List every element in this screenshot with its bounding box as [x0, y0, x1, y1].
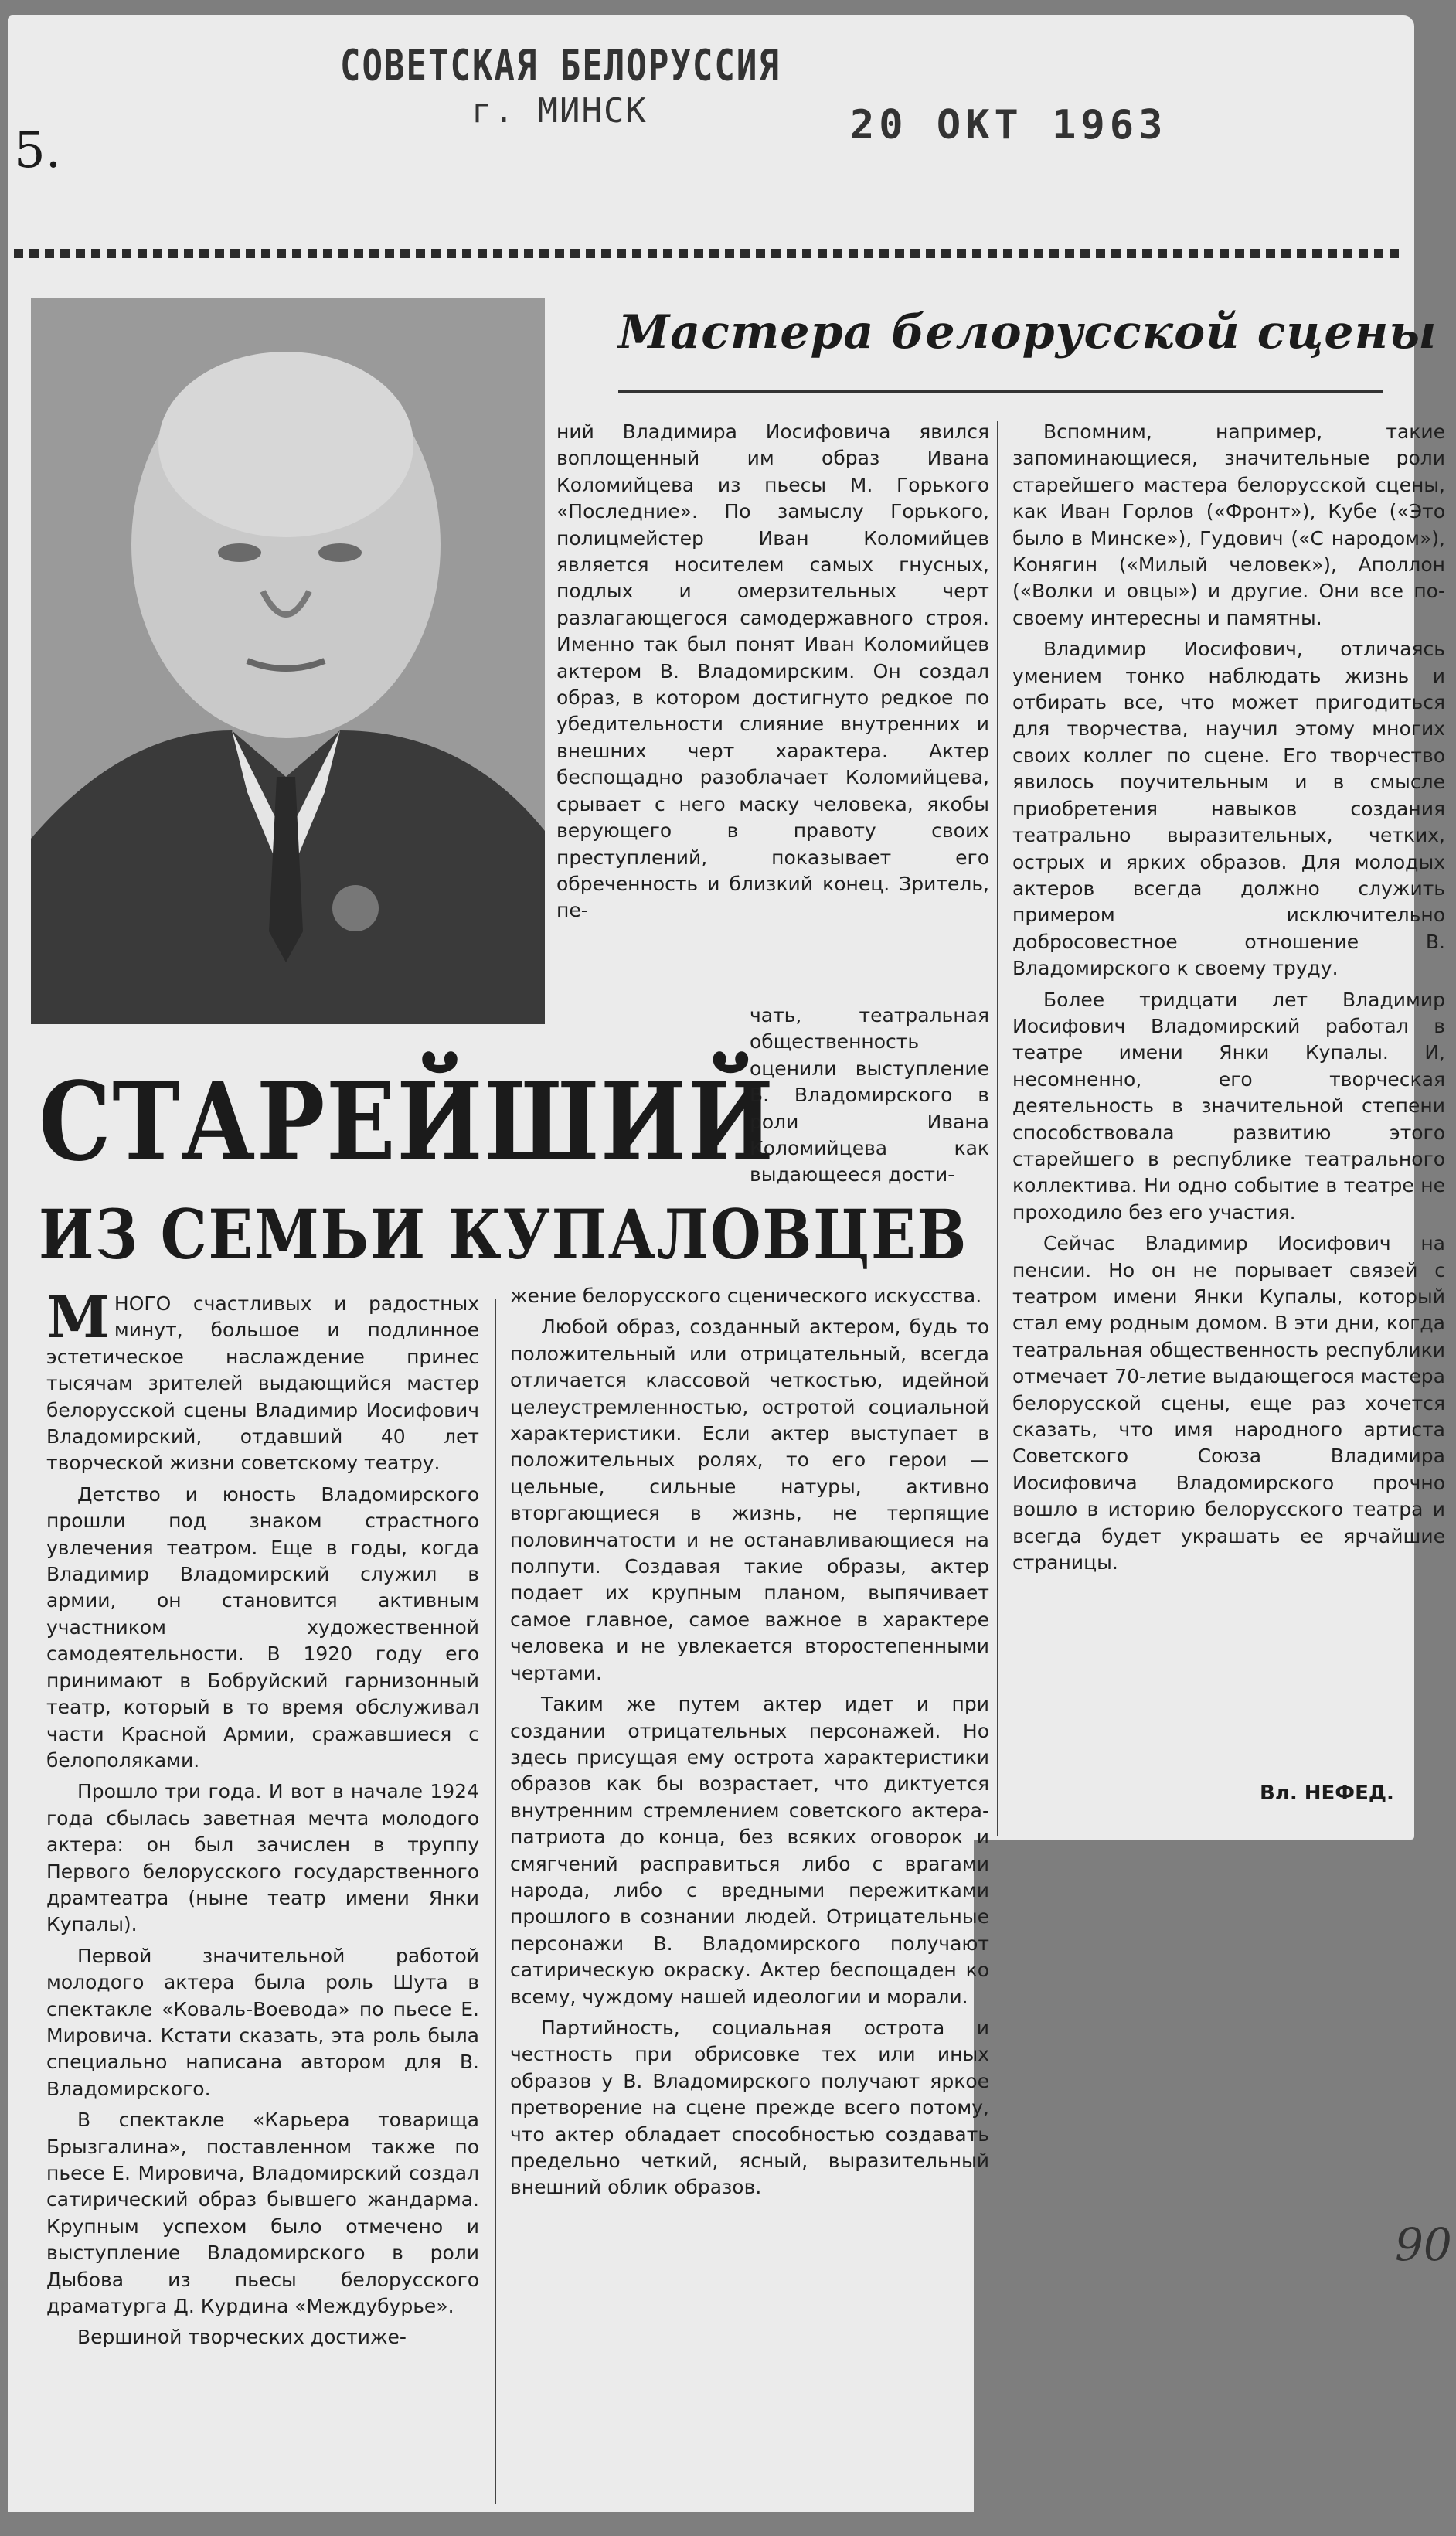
handwritten-page-number: 90: [1395, 2218, 1452, 2271]
paragraph: жение белорусского сценического искусства.: [510, 1285, 982, 1307]
paragraph: Сейчас Владимир Иосифович на пенсии. Но он не порывает связей с театром имени Янки Купалы, который стал ему родным домом. В эти дни, когда театральная общественность республики отмечает 70-летие выдающегося мастера белорусской сцены, еще раз хочется сказать, что имя народного артиста Советского Союза Владимира Иосифовича Владомирского прочно вошло в историю белорусского театра и всегда будет украшать ее ярчайшие страницы.: [1012, 1232, 1445, 1574]
article-column-3: [1012, 419, 1445, 1581]
headline-line-2: ИЗ СЕМЬИ КУПАЛОВЦЕВ: [39, 1194, 968, 1275]
paragraph-text: НОГО счастливых и радостных минут, большое и подлинное эстетическое наслаждение принес тысячам зрителей выдающийся мастер белорусской сцены Владимир Иосифович Владомирский, отдавший 40 лет творческой жизни советскому театру.: [46, 1292, 479, 1475]
column-divider: [997, 421, 998, 1836]
dashed-rule: [14, 249, 1405, 258]
kicker-underline: [618, 390, 1383, 393]
paragraph: Прошло три года. И вот в начале 1924 года сбылась заветная мечта молодого актера: он был зачислен в труппу Первого белорусского государственного драмтеатра (ныне театр имени Янки Купалы).: [46, 1780, 479, 1936]
date-stamp: 20 ОКТ 1963: [850, 102, 1168, 148]
newspaper-stamp: СОВЕТСКАЯ БЕЛОРУССИЯ: [340, 41, 781, 91]
column-divider: [495, 1299, 496, 2504]
author-signature: Вл. НЕФЕД.: [1260, 1782, 1394, 1805]
article-column-1: [46, 1285, 479, 2356]
drop-cap: М: [46, 1285, 110, 1351]
paragraph: Таким же путем актер идет и при создании отрицательных персонажей. Но здесь присущая ему острота характеристики образов как бы возрастает, что диктуется внутренним стремлением советского актера-патриота до конца, без всяких оговорок и смягчений расправиться либо с врагами народа, либо с вредными пережитками прошлого в сознании людей. Отрицательные персонажи В. Владомирского получают сатирическую окраску. Актер беспощаден ко всему, чуждому нашей идеологии и морали.: [510, 1693, 989, 2008]
paragraph: [46, 1285, 479, 1477]
article-column-2-narrow: [750, 1002, 989, 1193]
paragraph: Вершиной творческих достиже-: [77, 2326, 407, 2349]
paragraph: ний Владимира Иосифовича явился воплощенный им образ Ивана Коломийцева из пьесы М. Горького «Последние». По замыслу Горького, полицмейстер Иван Коломийцев является носителем самых гнусных, подлых и омерзительных черт разлагающегося самодержавного строя. Именно так был понят Иван Коломийцев актером В. Владомирским. Он создал образ, в котором достигнуто редкое по убедительности слияние внутренних и внешних черт характера. Актер беспощадно разоблачает Коломийцева, срывает с него маску человека, якобы верующего в правоту своих преступлений, показывает его обреченность и близкий конец. Зритель, пе-: [556, 420, 989, 922]
portrait-photo: [31, 298, 545, 1024]
paragraph: Владимир Иосифович, отличаясь умением тонко наблюдать жизнь и отбирать все, что может пригодиться для творчества, научил этому многих своих коллег по сцене. Его творчество явилось поучительным и в смысле приобретения навыков создания театрально выразительных, четких, острых и ярких образов. Для молодых актеров всегда должно служить примером исключительно добросовестное отношение В. Владомирского к своему труду.: [1012, 638, 1445, 980]
city-stamp: г. МИНСК: [471, 91, 648, 131]
paragraph: Первой значительной работой молодого актера была роль Шута в спектакле «Коваль-Воевода» по пьесе Е. Мировича. Кстати сказать, эта роль была специально написана автором для В. Владомирского.: [46, 1944, 479, 2100]
article-column-2: [556, 419, 989, 929]
section-kicker: Мастера белорусской сцены: [618, 305, 1437, 359]
paragraph: Партийность, социальная острота и честность при обрисовке тех или иных образов у В. Владомирского получают яркое претворение на сцене прежде всего потому, что актер обладает способностью создавать предельно четкий, ясный, выразительный внешний облик образов.: [510, 2016, 989, 2199]
paragraph: Вспомним, например, такие запоминающиеся, значительные роли старейшего мастера белорусской сцены, как Иван Горлов («Фронт»), Кубе («Это было в Минске»), Гудович («С народом»), Конягин («Милый человек»), Аполлон («Волки и овцы») и другие. Они все по-своему интересны и памятны.: [1012, 420, 1445, 629]
paragraph: Детство и юность Владомирского прошли под знаком страстного увлечения театром. Еще в годы, когда Владимир Владомирский служил в армии, он становится активным участником художественной самодеятельности. В 1920 году его принимают в Бобруйский гарнизонный театр, который в то время обслуживал части Красной Армии, сражавшиеся с белополяками.: [46, 1482, 479, 1772]
paragraph: Любой образ, созданный актером, будь то положительный или отрицательный, всегда отличается классовой четкостью, идейной целеустремленностью, остротой социальной характеристики. Если актер выступает в положительных ролях, то его герои — цельные, сильные натуры, активно вторгающиеся в жизнь, не терпящие половинчатости и не останавливающиеся на полпути. Создавая такие образы, актер подает их крупным планом, выпячивает самое главное, самое важное в характере человека и не увлекается второстепенными чертами.: [510, 1316, 989, 1684]
paragraph: чать, театральная общественность оценили выступление В. Владомирского в роли Ивана Коломийцева как выдающееся дости-: [750, 1004, 989, 1186]
corner-mark: 5.: [14, 122, 62, 179]
paragraph: Более тридцати лет Владимир Иосифович Владомирский работал в театре имени Янки Купалы. И, несомненно, его творческая деятельность в значительной степени способствовала развитию этого старейшего в республике театрального коллектива. Ни одно событие в театре не проходило без его участия.: [1012, 988, 1445, 1224]
paragraph: В спектакле «Карьера товарища Брызгалина», поставленном также по пьесе Е. Мировича, Владомирский создал сатирический образ бывшего жандарма. Крупным успехом было отмечено и выступление Владомирского в роли Дыбова из пьесы белорусского драматурга Д. Курдина «Междубурье».: [46, 2109, 479, 2318]
headline-line-1: СТАРЕЙШИЙ: [39, 1059, 775, 1186]
article-column-2-lower: [510, 1283, 989, 2206]
